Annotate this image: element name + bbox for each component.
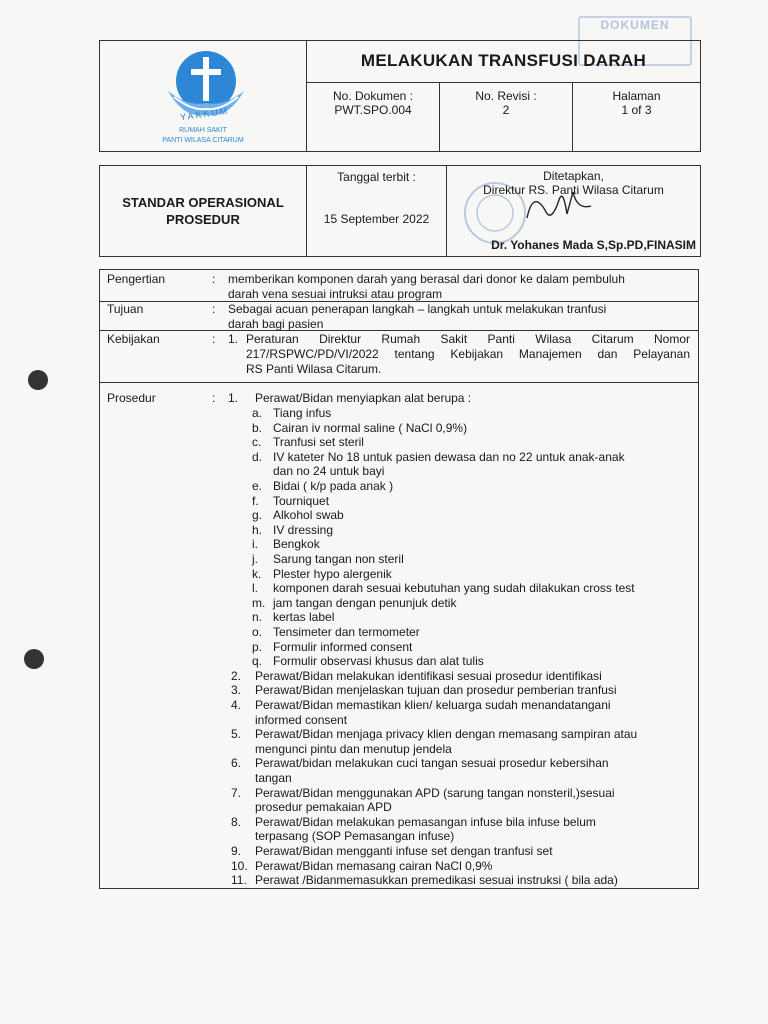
tool-key: c. [252,435,262,450]
step-number: 3. [231,683,242,698]
step-number: 11. [231,873,247,888]
tool-item: komponen darah sesuai kebutuhan yang sudah dilakukan cross test [273,581,635,596]
sop-line1: STANDAR OPERASIONAL [122,195,284,210]
tujuan-label: Tujuan [107,302,144,316]
signer-name: Dr. Yohanes Mada S,Sp.PD,FINASIM [491,238,696,252]
doc-number-label: No. Dokumen : [332,89,414,104]
tool-key: a. [252,406,263,420]
step-text: Perawat /Bidanmemasukkan premedikasi sesuai instruksi ( bila ada) [255,873,618,888]
step-text: Perawat/Bidan menyiapkan alat berupa : [255,391,472,405]
tool-item: Tranfusi set steril [273,435,364,450]
step-number: 8. [231,814,242,829]
tool-key: i. [252,537,258,552]
prosedur-label: Prosedur [107,391,156,405]
approval-cell [447,166,701,257]
tool-item: dan no 24 untuk bayi [273,464,385,479]
step-text: terpasang (SOP Pemasangan infuse) [255,829,455,844]
tujuan-line1: Sebagai acuan penerapan langkah – langkah untuk melakukan tranfusi [228,302,607,316]
step-text: Perawat/Bidan memasang cairan NaCl 0,9% [255,858,493,873]
step-text: Perawat/Bidan melakukan identifikasi sesuai prosedur identifikasi [255,668,602,683]
logo-cell [100,41,307,152]
tool-item: kertas label [273,610,335,625]
sop-line2: PROSEDUR [166,212,240,227]
page-value: 1 of 3 [621,103,652,118]
tool-item: Formulir informed consent [273,639,413,654]
signature-icon [515,180,605,230]
tool-item: Sarung tangan non steril [273,552,404,566]
tool-key: q. [252,654,263,669]
logo-line2: PANTI WILASA CITARUM [162,137,244,144]
step-number: 9. [231,844,242,858]
punch-hole-bottom [24,649,44,669]
doc-number-cell [307,83,440,152]
step-number: 7. [231,785,242,800]
tool-key: d. [252,449,263,464]
doc-number-value: PWT.SPO.004 [334,103,412,118]
issued-label: Tanggal terbit : [337,170,416,184]
logo-line1: RUMAH SAKIT [179,127,227,134]
step-text: Perawat/Bidan menjelaskan tujuan dan prosedur pemberian tranfusi [255,683,617,698]
revision-label: No. Revisi : [475,89,537,104]
tool-key: h. [252,522,263,537]
pengertian-line1: memberikan komponen darah yang berasal dari donor ke dalam pembuluh [228,272,625,286]
pengertian-label: Pengertian [107,272,166,286]
sop-title-cell [100,166,307,257]
step-text: Perawat/Bidan memastikan klien/ keluarga sudah menandatangani [255,698,611,712]
step-text: tangan [255,771,292,785]
step-text: Perawat/Bidan melakukan pemasangan infuse bila infuse belum [255,814,596,829]
tool-key: m. [252,595,266,610]
colon: : [212,302,216,316]
step-number: 4. [231,698,242,712]
tool-item: IV kateter No 18 untuk pasien dewasa dan no 22 untuk anak-anak [273,449,625,464]
tool-key: e. [252,479,263,493]
logo-arc-text: YAKKUM [179,105,230,123]
tool-item: jam tangan dengan penunjuk detik [273,595,457,610]
step-text: prosedur pemakaian APD [255,800,392,815]
row-divider [100,330,698,331]
kebijakan-line3: RS Panti Wilasa Citarum. [246,362,382,376]
issued-cell [307,166,447,257]
step-text: Perawat/Bidan mengganti infuse set dengan tranfusi set [255,844,553,858]
step-number: 2. [231,668,242,683]
colon: : [212,391,216,405]
tool-item: Bengkok [273,537,320,552]
title-cell [307,41,701,83]
tool-item: Tourniquet [273,493,330,508]
tool-item: Formulir observasi khusus dan alat tulis [273,654,484,669]
tool-key: j. [252,552,258,566]
header-table [99,40,701,152]
approved-line2: Direktur RS. Panti Wilasa Citarum [483,183,664,197]
tool-item: Plester hypo alergenik [273,566,392,581]
revision-value: 2 [502,103,510,118]
tool-key: b. [252,420,263,435]
pengertian-line2: darah vena sesuai intruksi atau program [228,287,443,301]
tool-item: Tensimeter dan termometer [273,625,420,639]
step-number: 5. [231,727,242,742]
tool-item: Alkohol swab [273,508,344,523]
tool-item: Tiang infus [273,406,332,420]
kebijakan-line2: 217/RSPWC/PD/VI/2022 tentang Kebijakan Manajemen dan Pelayanan [246,347,690,361]
step-text: informed consent [255,712,348,727]
tool-item: Bidai ( k/p pada anak ) [273,479,394,493]
colon: : [212,332,216,346]
sop-table [99,165,701,257]
colon: : [212,272,216,286]
tool-key: l. [252,581,258,596]
step-text: Perawat/Bidan menggunakan APD (sarung tangan nonsteril,)sesuai [255,785,615,800]
tool-key: n. [252,610,263,625]
step-number: 10. [231,858,248,873]
step-text: Perawat/bidan melakukan cuci tangan sesuai prosedur kebersihan [255,756,609,771]
step-number: 6. [231,756,242,771]
tool-key: o. [252,625,263,639]
tool-key: p. [252,639,263,654]
stamp-text: DOKUMEN [600,18,670,32]
kebijakan-label: Kebijakan [107,332,160,346]
row-divider [100,382,698,383]
page-label: Halaman [612,89,661,104]
issued-value: 15 September 2022 [323,212,430,226]
tool-key: f. [252,493,259,508]
step-number: 1. [228,391,239,405]
tujuan-line2: darah bagi pasien [228,317,324,331]
revision-cell [440,83,573,152]
approved-line1: Ditetapkan, [543,169,604,183]
kebijakan-number: 1. [228,332,239,346]
step-text: Perawat/Bidan menjaga privacy klien dengan memasang sampiran atau [255,727,638,742]
tool-item: IV dressing [273,522,334,537]
page-cell [573,83,701,152]
punch-hole-top [28,370,48,390]
kebijakan-line1: Peraturan Direktur Rumah Sakit Panti Wilasa Citarum Nomor [246,332,690,346]
tool-key: k. [252,566,262,581]
tool-key: g. [252,508,263,523]
page-title: MELAKUKAN TRANSFUSI DARAH [360,51,647,70]
content-table [99,269,699,889]
tool-item: Cairan iv normal saline ( NaCl 0,9%) [273,420,468,435]
step-text: mengunci pintu dan menutup jendela [255,741,452,756]
